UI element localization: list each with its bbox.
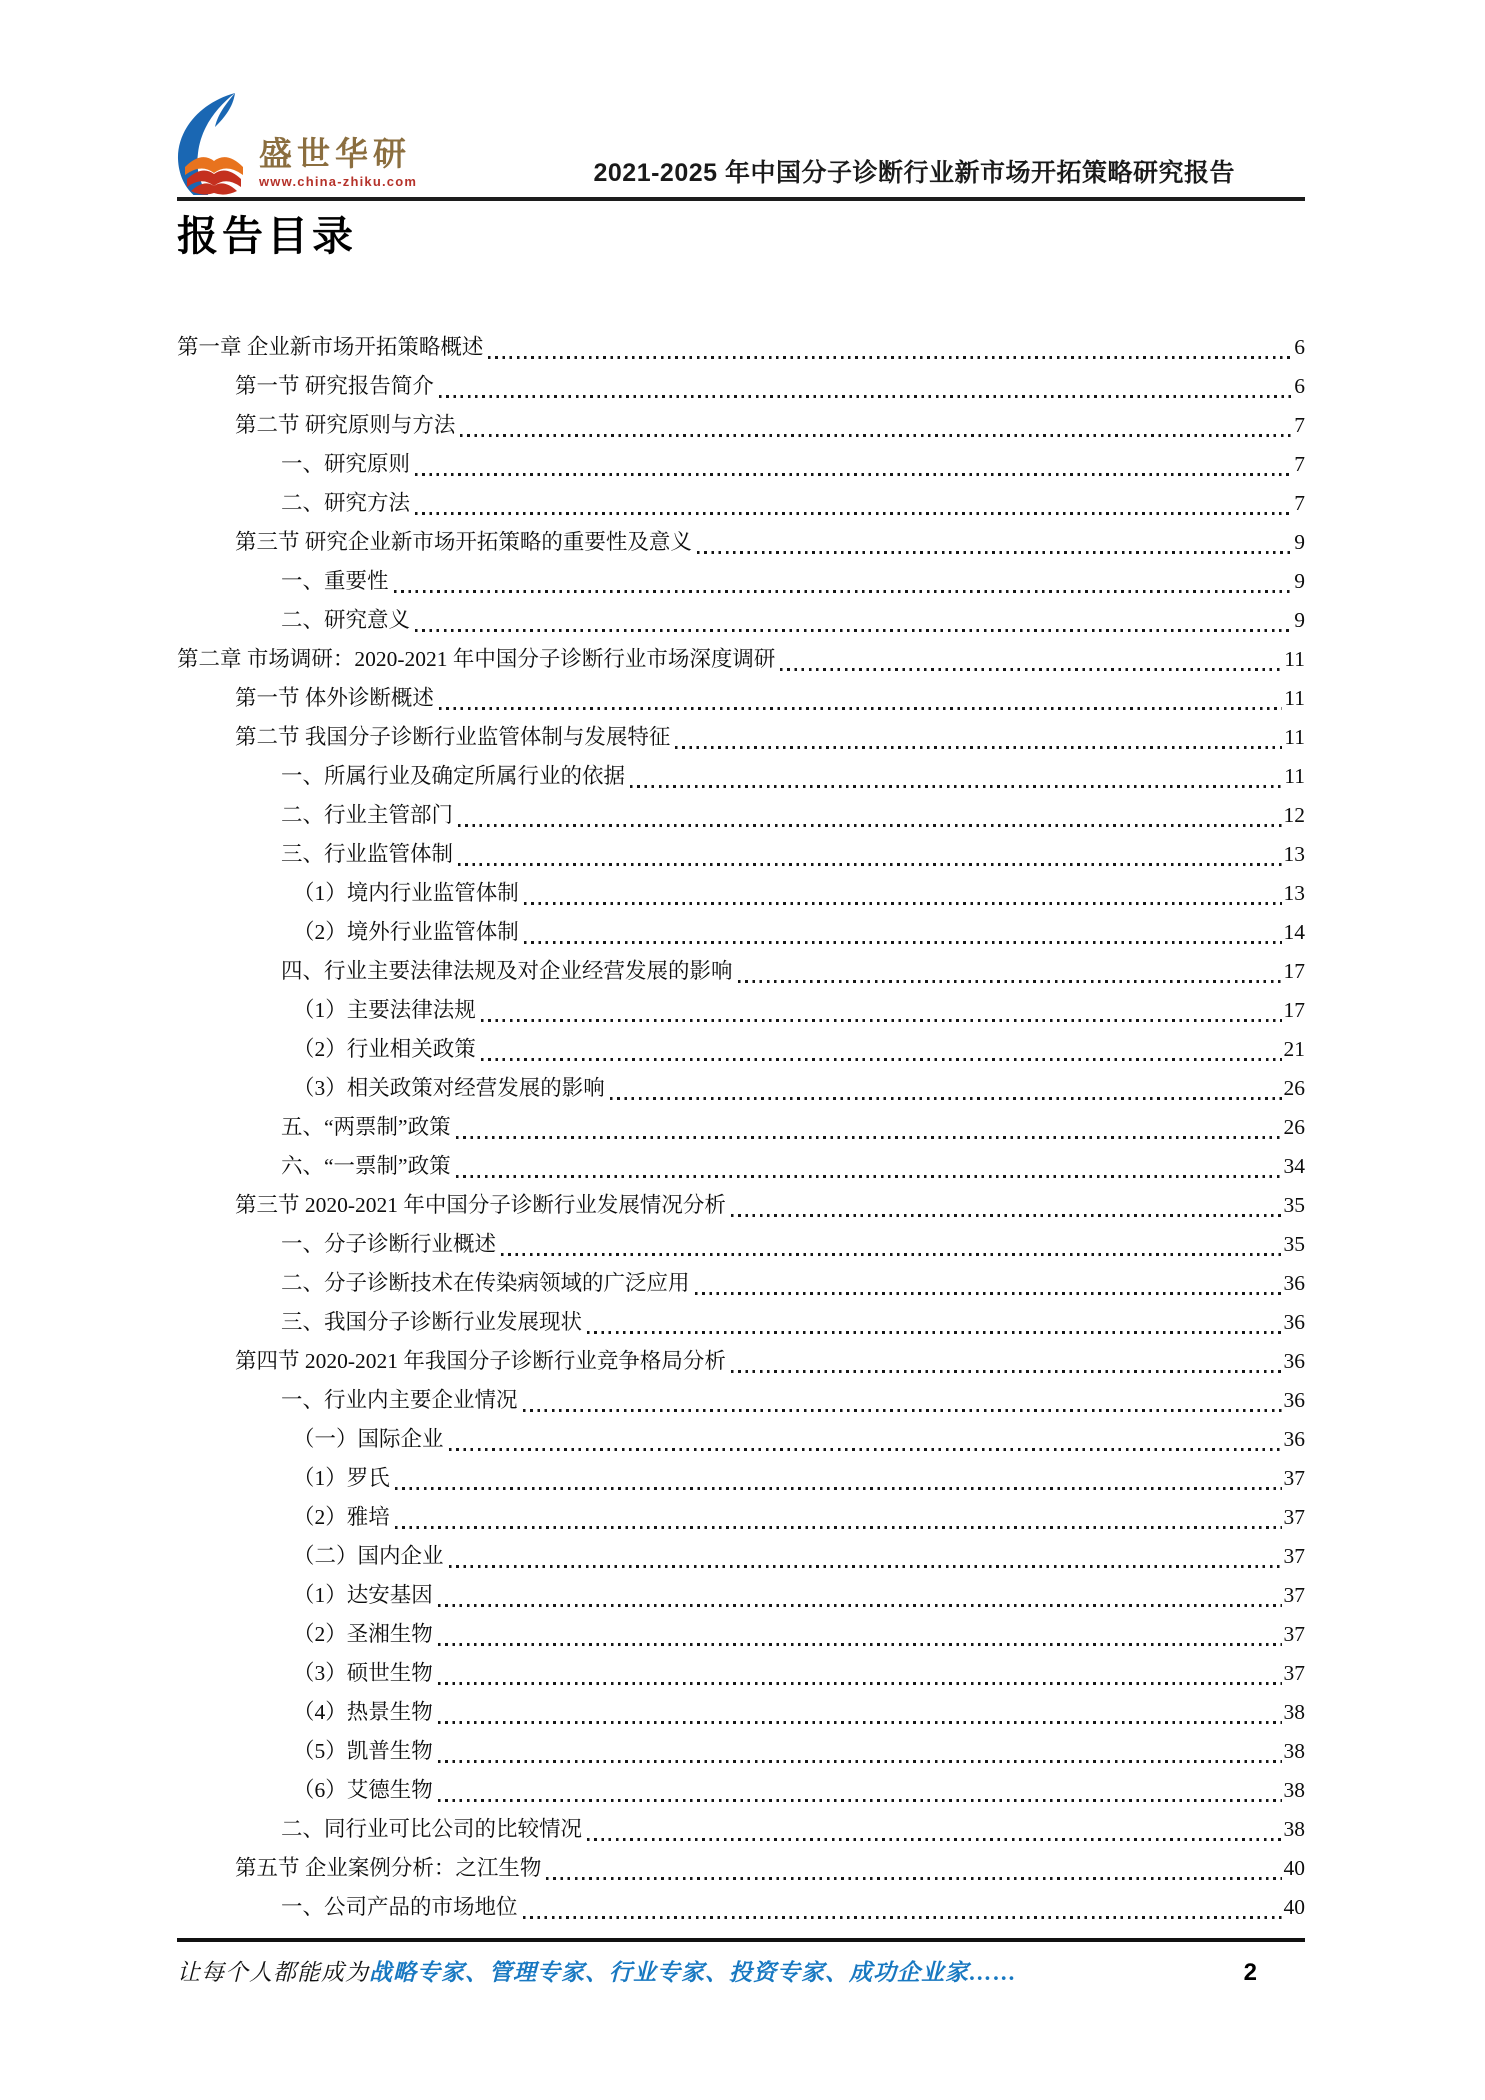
toc-dot-leader (449, 1565, 1282, 1568)
toc-dot-leader (415, 512, 1292, 515)
toc-entry-label: 二、研究意义 (281, 608, 411, 632)
toc-dot-leader (438, 1760, 1282, 1763)
toc-dot-leader (523, 1409, 1282, 1412)
toc-entry-label: （3）相关政策对经营发展的影响 (293, 1076, 605, 1100)
toc-entry-label: （3）硕世生物 (293, 1661, 433, 1685)
toc-dot-leader (438, 1799, 1282, 1802)
book-swoosh-logo-icon (177, 93, 251, 195)
toc-dot-leader (394, 590, 1293, 593)
toc-entry[interactable] (177, 640, 1305, 679)
toc-entry[interactable] (177, 796, 1305, 835)
toc-entry-label: 第四节 2020-2021 年我国分子诊断行业竞争格局分析 (235, 1349, 726, 1373)
toc-page-number: 40 (1283, 1856, 1305, 1880)
toc-entry[interactable] (177, 1420, 1305, 1459)
toc-dot-leader (456, 1136, 1282, 1139)
toc-page-number: 36 (1283, 1271, 1305, 1295)
toc-entry[interactable] (177, 1342, 1305, 1381)
toc-entry-label: 二、同行业可比公司的比较情况 (281, 1817, 583, 1841)
toc-entry[interactable] (177, 1693, 1305, 1732)
toc-dot-leader (731, 1370, 1282, 1373)
toc-entry[interactable] (177, 835, 1305, 874)
toc-entry[interactable] (177, 1849, 1305, 1888)
toc-entry[interactable] (177, 913, 1305, 952)
toc-page-number: 9 (1294, 530, 1305, 554)
footer-inner (177, 1942, 1305, 1987)
toc-dot-leader (523, 1916, 1282, 1919)
toc-entry-label: 五、“两票制”政策 (281, 1115, 451, 1139)
toc-entry-label: 三、我国分子诊断行业发展现状 (281, 1310, 583, 1334)
toc-page-number: 13 (1283, 881, 1305, 905)
toc-dot-leader (630, 785, 1282, 788)
toc-entry[interactable] (177, 1771, 1305, 1810)
toc-entry-label: （6）艾德生物 (293, 1778, 433, 1802)
toc-dot-leader (415, 629, 1292, 632)
toc-page-number: 7 (1294, 491, 1305, 515)
toc-dot-leader (449, 1448, 1282, 1451)
brand-text-block (259, 136, 417, 195)
page-header (177, 0, 1305, 201)
toc-entry[interactable] (177, 445, 1305, 484)
toc-dot-leader (610, 1097, 1282, 1100)
toc-entry-label: 第五节 企业案例分析：之江生物 (235, 1856, 542, 1880)
toc-entry-label: （1）达安基因 (293, 1583, 433, 1607)
toc-dot-leader (458, 824, 1281, 827)
toc-entry-label: （5）凯普生物 (293, 1739, 433, 1763)
toc-entry-label: 六、“一票制”政策 (281, 1154, 451, 1178)
toc-dot-leader (524, 941, 1282, 944)
toc-entry[interactable] (177, 1186, 1305, 1225)
toc-dot-leader (458, 863, 1281, 866)
toc-page-number: 7 (1294, 452, 1305, 476)
toc-dot-leader (395, 1487, 1282, 1490)
toc-dot-leader (438, 1604, 1282, 1607)
toc-page-number: 38 (1283, 1817, 1305, 1841)
toc-entry[interactable] (177, 1264, 1305, 1303)
toc-page-number: 9 (1294, 608, 1305, 632)
footer-slogan (177, 1954, 1017, 1987)
toc-entry[interactable] (177, 406, 1305, 445)
toc-entry[interactable] (177, 1030, 1305, 1069)
toc-entry-label: 第一章 企业新市场开拓策略概述 (177, 335, 484, 359)
toc-entry[interactable] (177, 1108, 1305, 1147)
toc-dot-leader (456, 1175, 1282, 1178)
toc-entry[interactable] (177, 952, 1305, 991)
page-title: 报告目录 (177, 213, 357, 259)
page-footer (177, 1938, 1305, 1987)
toc-entry-label: （2）行业相关政策 (293, 1037, 476, 1061)
page-content (177, 0, 1305, 1927)
toc-dot-leader (438, 1682, 1282, 1685)
toc-entry-label: 第一节 研究报告简介 (235, 374, 434, 398)
toc-entry-label: 一、研究原则 (281, 452, 411, 476)
toc-entry-label: 第三节 2020-2021 年中国分子诊断行业发展情况分析 (235, 1193, 726, 1217)
toc-page-number: 40 (1283, 1895, 1305, 1919)
brand-name: 盛世华研 (259, 135, 411, 172)
toc-entry[interactable] (177, 1537, 1305, 1576)
toc-page-number: 13 (1283, 842, 1305, 866)
toc-entry-label: （1）罗氏 (293, 1466, 390, 1490)
toc-entry[interactable] (177, 1303, 1305, 1342)
toc-dot-leader (481, 1058, 1282, 1061)
toc-page-number: 36 (1283, 1427, 1305, 1451)
toc-page-number: 7 (1294, 413, 1305, 437)
toc-entry-label: （2）境外行业监管体制 (293, 920, 519, 944)
brand-logo (177, 93, 417, 195)
toc-entry[interactable] (177, 1069, 1305, 1108)
toc-page-number: 26 (1283, 1115, 1305, 1139)
toc-dot-leader (738, 980, 1282, 983)
toc-page-number: 11 (1284, 647, 1305, 671)
toc-dot-leader (438, 1643, 1282, 1646)
toc-entry-label: 第三节 研究企业新市场开拓策略的重要性及意义 (235, 530, 692, 554)
toc-entry[interactable] (177, 1225, 1305, 1264)
toc-entry-label: 一、所属行业及确定所属行业的依据 (281, 764, 626, 788)
toc-page-number: 37 (1283, 1505, 1305, 1529)
footer-slogan-prefix: 让每个人都能成为 (177, 1960, 369, 1985)
toc-list (177, 328, 1305, 1927)
toc-entry[interactable] (177, 328, 1305, 367)
toc-entry-label: 四、行业主要法律法规及对企业经营发展的影响 (281, 959, 733, 983)
toc-entry[interactable] (177, 484, 1305, 523)
toc-page-number: 14 (1283, 920, 1305, 944)
toc-entry-label: 第二章 市场调研：2020-2021 年中国分子诊断行业市场深度调研 (177, 647, 776, 671)
toc-entry[interactable] (177, 991, 1305, 1030)
toc-page-number: 11 (1284, 686, 1305, 710)
toc-dot-leader (546, 1877, 1281, 1880)
toc-page-number: 37 (1283, 1622, 1305, 1646)
toc-entry[interactable] (177, 718, 1305, 757)
toc-page-number: 12 (1283, 803, 1305, 827)
toc-page-number: 36 (1283, 1310, 1305, 1334)
toc-entry-label: 第一节 体外诊断概述 (235, 686, 434, 710)
toc-entry[interactable] (177, 1810, 1305, 1849)
toc-dot-leader (460, 434, 1292, 437)
toc-entry-label: 三、行业监管体制 (281, 842, 454, 866)
toc-entry-label: （2）圣湘生物 (293, 1622, 433, 1646)
toc-entry[interactable] (177, 1498, 1305, 1537)
page-number: 2 (1243, 1959, 1257, 1986)
toc-dot-leader (731, 1214, 1282, 1217)
brand-url: www.china-zhiku.com (259, 174, 418, 189)
toc-entry[interactable] (177, 1888, 1305, 1927)
toc-entry-label: 一、行业内主要企业情况 (281, 1388, 518, 1412)
toc-dot-leader (587, 1331, 1281, 1334)
toc-entry-label: （二）国内企业 (293, 1544, 444, 1568)
toc-dot-leader (395, 1526, 1282, 1529)
toc-dot-leader (524, 902, 1282, 905)
toc-entry[interactable] (177, 757, 1305, 796)
toc-entry-label: （1）境内行业监管体制 (293, 881, 519, 905)
toc-dot-leader (439, 395, 1292, 398)
toc-page-number: 38 (1283, 1778, 1305, 1802)
toc-dot-leader (415, 473, 1292, 476)
footer-slogan-highlight: 战略专家、管理专家、行业专家、投资专家、成功企业家…… (369, 1960, 1017, 1985)
toc-page-number: 11 (1284, 725, 1305, 749)
toc-entry[interactable] (177, 1576, 1305, 1615)
toc-page-number: 37 (1283, 1544, 1305, 1568)
toc-entry[interactable] (177, 874, 1305, 913)
toc-dot-leader (695, 1292, 1282, 1295)
toc-page-number: 11 (1284, 764, 1305, 788)
toc-entry[interactable] (177, 367, 1305, 406)
toc-entry[interactable] (177, 562, 1305, 601)
toc-page-number: 36 (1283, 1349, 1305, 1373)
toc-page-number: 35 (1283, 1232, 1305, 1256)
toc-page-number: 35 (1283, 1193, 1305, 1217)
toc-entry-label: 第二节 我国分子诊断行业监管体制与发展特征 (235, 725, 671, 749)
toc-entry-label: 二、分子诊断技术在传染病领域的广泛应用 (281, 1271, 690, 1295)
toc-page-number: 17 (1283, 959, 1305, 983)
toc-dot-leader (488, 356, 1292, 359)
toc-dot-leader (481, 1019, 1282, 1022)
toc-page-number: 36 (1283, 1388, 1305, 1412)
toc-dot-leader (697, 551, 1292, 554)
toc-entry[interactable] (177, 1732, 1305, 1771)
toc-page-number: 38 (1283, 1700, 1305, 1724)
toc-entry[interactable] (177, 1459, 1305, 1498)
toc-dot-leader (438, 1721, 1282, 1724)
toc-entry[interactable] (177, 1381, 1305, 1420)
toc-entry-label: （4）热景生物 (293, 1700, 433, 1724)
toc-entry-label: 一、重要性 (281, 569, 389, 593)
toc-page-number: 34 (1283, 1154, 1305, 1178)
toc-entry-label: 第二节 研究原则与方法 (235, 413, 456, 437)
toc-entry-label: 二、研究方法 (281, 491, 411, 515)
toc-dot-leader (439, 707, 1282, 710)
toc-dot-leader (675, 746, 1282, 749)
toc-page-number: 37 (1283, 1661, 1305, 1685)
toc-page-number: 37 (1283, 1466, 1305, 1490)
toc-entry[interactable] (177, 1654, 1305, 1693)
toc-page-number: 21 (1283, 1037, 1305, 1061)
toc-page-number: 37 (1283, 1583, 1305, 1607)
report-title: 2021-2025 年中国分子诊断行业新市场开拓策略研究报告 (593, 159, 1235, 187)
toc-dot-leader (587, 1838, 1281, 1841)
toc-page-number: 38 (1283, 1739, 1305, 1763)
toc-entry-label: 一、公司产品的市场地位 (281, 1895, 518, 1919)
toc-entry-label: 一、分子诊断行业概述 (281, 1232, 497, 1256)
toc-entry-label: 二、行业主管部门 (281, 803, 454, 827)
toc-page-number: 6 (1294, 374, 1305, 398)
toc-page-number: 17 (1283, 998, 1305, 1022)
toc-entry[interactable] (177, 1615, 1305, 1654)
toc-page-number: 26 (1283, 1076, 1305, 1100)
toc-dot-leader (780, 668, 1282, 671)
toc-entry[interactable] (177, 679, 1305, 718)
toc-entry-label: （1）主要法律法规 (293, 998, 476, 1022)
toc-dot-leader (501, 1253, 1281, 1256)
toc-page-number: 6 (1294, 335, 1305, 359)
toc-entry[interactable] (177, 1147, 1305, 1186)
toc-page-number: 9 (1294, 569, 1305, 593)
toc-entry[interactable] (177, 523, 1305, 562)
toc-entry-label: （2）雅培 (293, 1505, 390, 1529)
toc-entry-label: （一）国际企业 (293, 1427, 444, 1451)
toc-entry[interactable] (177, 601, 1305, 640)
